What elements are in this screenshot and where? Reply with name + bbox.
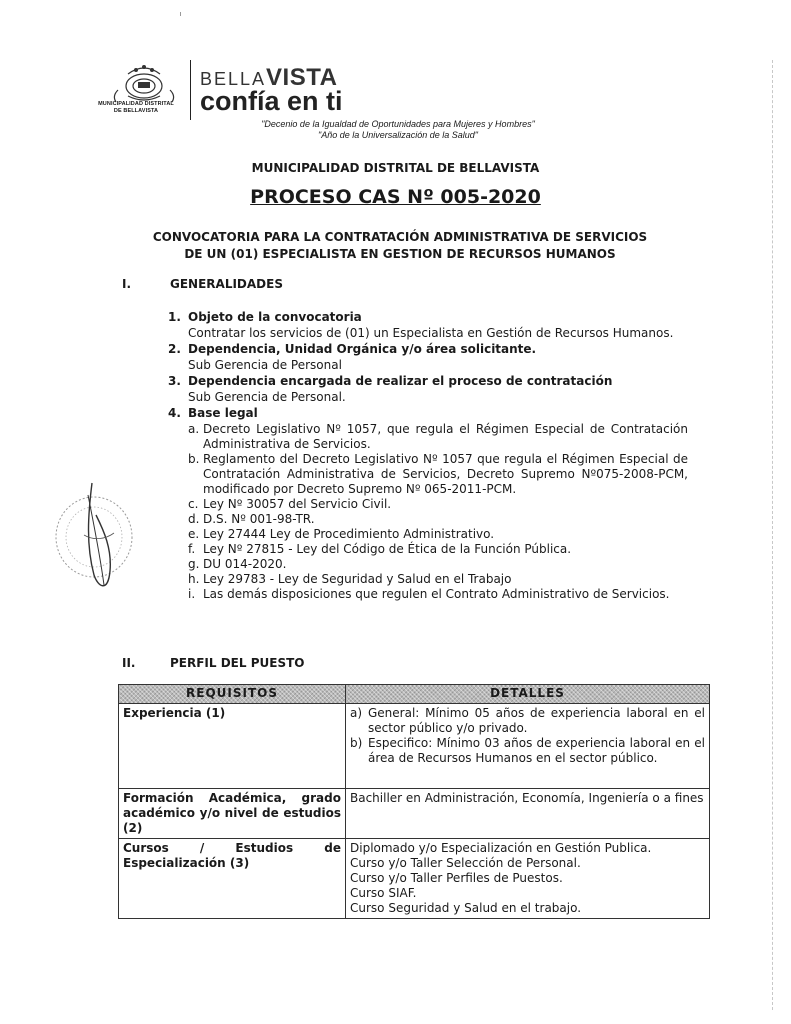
logo-caption — [86, 101, 186, 115]
item-number: 3. — [168, 374, 181, 388]
item-text: D.S. Nº 001-98-TR. — [203, 512, 315, 526]
list-item — [168, 405, 688, 602]
item-letter: g. — [188, 557, 200, 571]
list-item — [350, 706, 705, 736]
brand-name-suffix: VISTA — [266, 64, 338, 91]
list-item — [168, 309, 688, 341]
detail-cell — [346, 839, 710, 919]
item-letter: a) — [350, 706, 363, 720]
convocatoria-line: DE UN (01) ESPECIALISTA EN GESTION DE RECURSOS HUMANOS — [184, 247, 616, 261]
convocatoria-title — [100, 229, 700, 263]
item-number: 1. — [168, 310, 181, 324]
logo-caption-line: MUNICIPALIDAD DISTRITAL — [98, 101, 174, 107]
detail-line: Diplomado y/o Especialización en Gestión Publica. — [350, 841, 652, 855]
item-text: Ley 29783 - Ley de Seguridad y Salud en el Trabajo — [203, 572, 512, 586]
list-item — [188, 542, 688, 557]
list-item — [188, 422, 688, 452]
detail-line: Curso y/o Taller Selección de Personal. — [350, 856, 581, 870]
requirement-cell: Experiencia (1) — [119, 704, 346, 789]
process-title — [0, 186, 791, 208]
requirement-cell: Cursos / Estudios de Especialización (3) — [119, 839, 346, 919]
table-row — [119, 789, 710, 839]
section-label: GENERALIDADES — [170, 277, 283, 291]
list-item — [188, 452, 688, 497]
item-text: General: Mínimo 05 años de experiencia laboral en el sector público y/o privado. — [368, 706, 705, 735]
brand-tagline: confía en ti — [200, 86, 343, 116]
item-letter: i. — [188, 587, 196, 601]
item-text: Ley 27444 Ley de Procedimiento Administrativo. — [203, 527, 495, 541]
brand-divider — [190, 60, 191, 120]
section-number: II. — [122, 656, 136, 670]
base-legal-list — [188, 422, 688, 602]
item-body: Sub Gerencia de Personal — [188, 358, 342, 372]
item-text: Decreto Legislativo Nº 1057, que regula el Régimen Especial de Contratación Administrativa de Servicios. — [203, 422, 688, 451]
detail-line: Curso Seguridad y Salud en el trabajo. — [350, 901, 582, 915]
logo-caption-line: DE BELLAVISTA — [113, 108, 159, 114]
item-text: Las demás disposiciones que regulen el Contrato Administrativo de Servicios. — [203, 587, 670, 601]
list-item — [188, 587, 688, 602]
item-text: DU 014-2020. — [203, 557, 287, 571]
detail-line: Curso SIAF. — [350, 886, 417, 900]
item-body: Sub Gerencia de Personal. — [188, 390, 346, 404]
table-row — [119, 704, 710, 789]
item-title: Base legal — [188, 406, 258, 420]
item-number: 2. — [168, 342, 181, 356]
table-row — [119, 839, 710, 919]
column-header: DETALLES — [346, 685, 710, 704]
generalidades-list — [168, 309, 688, 602]
list-item — [168, 341, 688, 373]
item-letter: c. — [188, 497, 199, 511]
requirement-cell: Formación Académica, grado académico y/o nivel de estudios (2) — [119, 789, 346, 839]
item-title: Dependencia encargada de realizar el proceso de contratación — [188, 374, 613, 388]
institution-title: MUNICIPALIDAD DISTRITAL DE BELLAVISTA — [251, 161, 540, 175]
detail-cell: Bachiller en Administración, Economía, Ingeniería o a fines — [346, 789, 710, 839]
table-header-row — [119, 685, 710, 704]
decenio-text: "Decenio de la Igualdad de Oportunidades para Mujeres y Hombres" — [261, 119, 535, 129]
item-letter: h. — [188, 572, 200, 586]
detail-line: Curso y/o Taller Perfiles de Puestos. — [350, 871, 563, 885]
item-text: Reglamento del Decreto Legislativo Nº 1057 que regula el Régimen Especial de Contratación Administrativa de Servicios, Decreto Supremo Nº075-2008-PCM, modificado por Decreto Supremo Nº 065-2011-PCM. — [203, 452, 688, 496]
list-item — [168, 373, 688, 405]
list-item — [188, 497, 688, 512]
item-title: Objeto de la convocatoria — [188, 310, 362, 324]
section-number: I. — [122, 277, 132, 291]
column-header: REQUISITOS — [119, 685, 346, 704]
item-letter: e. — [188, 527, 200, 541]
convocatoria-line: CONVOCATORIA PARA LA CONTRATACIÓN ADMINISTRATIVA DE SERVICIOS — [152, 230, 648, 244]
year-slogans — [228, 119, 568, 141]
detail-cell — [346, 704, 710, 789]
item-letter: b. — [188, 452, 200, 466]
item-letter: b) — [350, 736, 363, 750]
list-item — [350, 736, 705, 766]
scan-mark — [180, 12, 181, 16]
item-letter: a. — [188, 422, 200, 436]
anio-text: "Año de la Universalización de la Salud" — [318, 130, 478, 140]
process-title-text: PROCESO CAS Nº 005-2020 — [250, 186, 541, 208]
section-label: PERFIL DEL PUESTO — [170, 656, 305, 670]
list-item — [188, 557, 688, 572]
list-item — [188, 572, 688, 587]
item-number: 4. — [168, 406, 181, 420]
item-body: Contratar los servicios de (01) un Especialista en Gestión de Recursos Humanos. — [188, 326, 674, 340]
item-letter: d. — [188, 512, 200, 526]
official-stamp-signature-icon — [48, 475, 140, 605]
item-title: Dependencia, Unidad Orgánica y/o área solicitante. — [188, 342, 537, 356]
list-item — [188, 512, 688, 527]
perfil-table — [118, 684, 710, 919]
item-text: Ley Nº 27815 - Ley del Código de Ética de la Función Pública. — [203, 542, 572, 556]
brand-name-prefix: BELLA — [200, 69, 267, 89]
item-letter: f. — [188, 542, 196, 556]
item-text: Especifico: Mínimo 03 años de experiencia laboral en el área de Recursos Humanos en el sector público. — [368, 736, 705, 765]
list-item — [188, 527, 688, 542]
item-text: Ley Nº 30057 del Servicio Civil. — [203, 497, 392, 511]
